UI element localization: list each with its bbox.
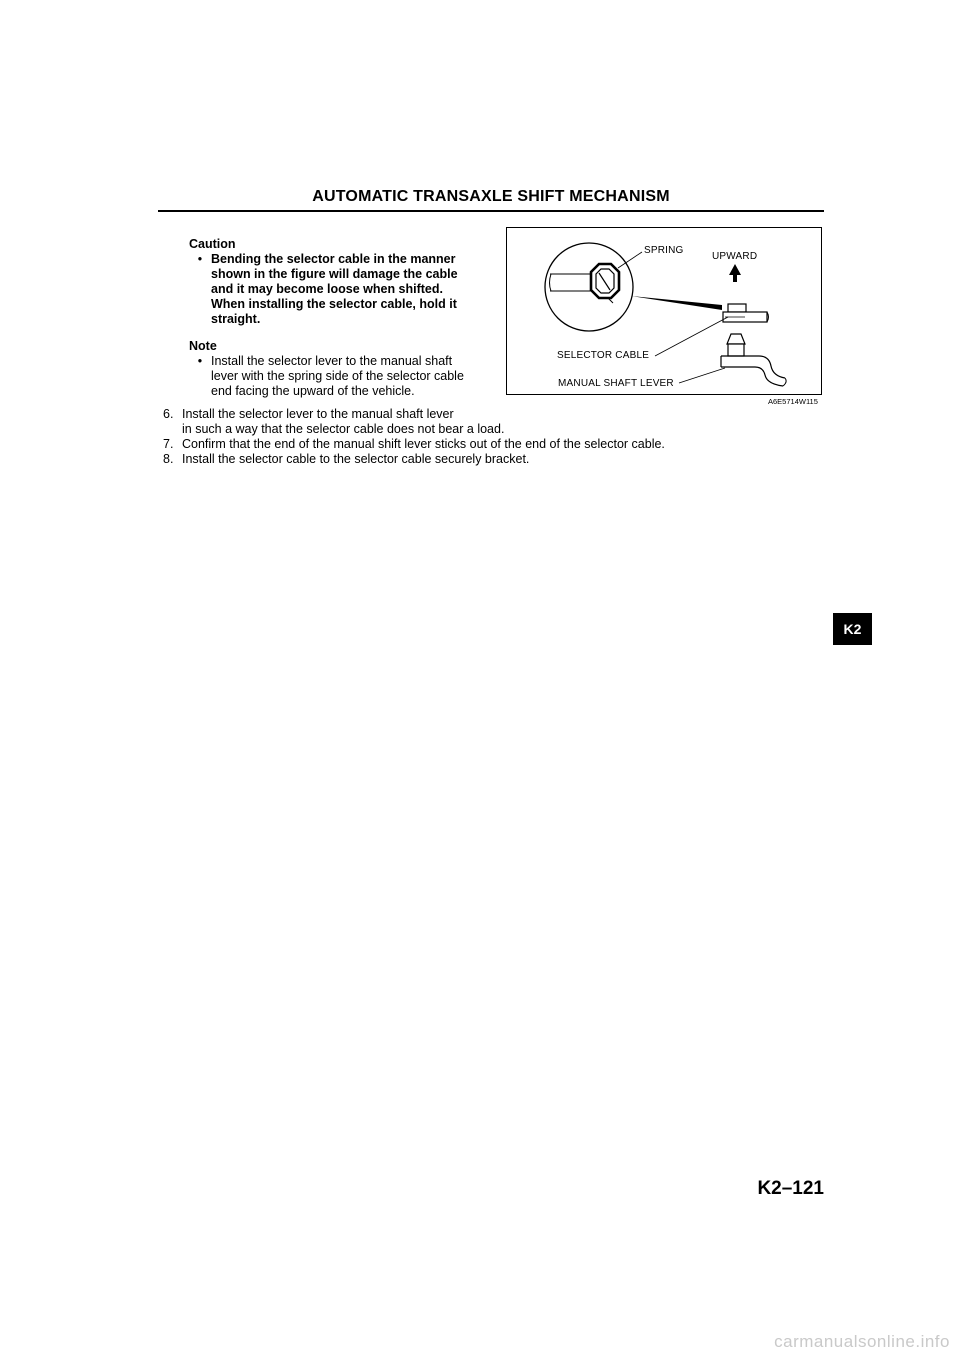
watermark: carmanualsonline.info xyxy=(774,1332,950,1351)
note-heading: Note xyxy=(189,339,217,353)
page-header-title: AUTOMATIC TRANSAXLE SHIFT MECHANISM xyxy=(312,188,670,205)
note-bullet xyxy=(189,354,479,399)
label-upward: UPWARD xyxy=(712,251,758,262)
figure-code: A6E5714W115 xyxy=(768,397,818,406)
lever-arm-cut xyxy=(783,378,786,386)
cable-end-cap xyxy=(728,304,746,312)
caution-block xyxy=(189,237,479,327)
lever-arm-bottom xyxy=(721,367,783,386)
caution-bullet xyxy=(189,252,479,327)
section-tab: K2 xyxy=(833,613,872,645)
step-7 xyxy=(163,437,843,452)
magnify-wedge xyxy=(631,296,722,310)
lever-pin-body xyxy=(728,344,744,356)
step-line: Install the selector lever to the manual shaft lever xyxy=(182,407,454,421)
note-block xyxy=(189,339,479,399)
page-number: K2–121 xyxy=(757,1178,824,1199)
label-manual-shaft-lever: MANUAL SHAFT LEVER xyxy=(558,378,674,389)
detail-cable-cut xyxy=(550,274,552,291)
procedure-steps xyxy=(163,407,843,467)
step-text xyxy=(182,407,843,437)
step-line: in such a way that the selector cable does not bear a load. xyxy=(182,422,505,436)
bullet-dot: • xyxy=(197,354,203,368)
step-6 xyxy=(163,407,843,437)
step-number: 8. xyxy=(163,452,174,466)
caution-text: Bending the selector cable in the manner shown in the figure will damage the cable and it may become loose when shifted. When installing the selector cable, hold it straight. xyxy=(211,252,458,326)
step-number: 7. xyxy=(163,437,174,451)
step-text: Install the selector cable to the selector cable securely bracket. xyxy=(182,452,530,466)
selector-cable-leader xyxy=(655,317,728,356)
selector-cable-figure xyxy=(506,227,822,395)
step-8 xyxy=(163,452,843,467)
step-number: 6. xyxy=(163,407,174,421)
label-selector-cable: SELECTOR CABLE xyxy=(557,350,650,361)
upward-arrow xyxy=(729,264,741,282)
bullet-dot: • xyxy=(197,252,203,266)
step-text: Confirm that the end of the manual shift lever sticks out of the end of the selector cable. xyxy=(182,437,665,451)
header-rule xyxy=(158,210,824,212)
note-text: Install the selector lever to the manual shaft lever with the spring side of the selector cable end facing the upward of the vehicle. xyxy=(211,354,464,398)
manual-shaft-lever-leader xyxy=(679,368,725,383)
spring-leader xyxy=(618,252,642,268)
lever-pin-top xyxy=(727,334,745,344)
label-spring: SPRING xyxy=(644,245,684,256)
caution-heading: Caution xyxy=(189,237,236,251)
